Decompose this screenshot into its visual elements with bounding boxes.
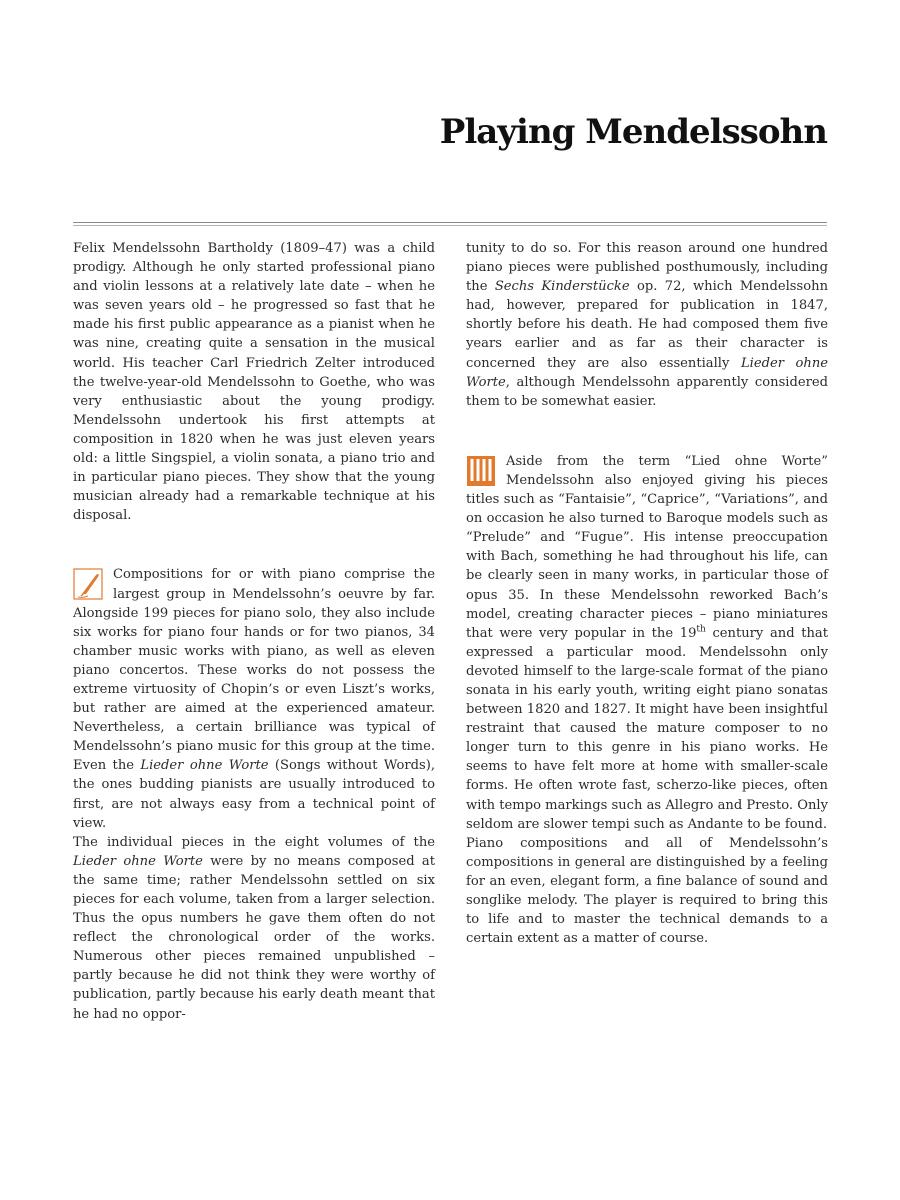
intro-paragraph: Felix Mendelssohn Bartholdy (1809–47) was a child prodigy. Although he only started professional piano and violin lessons at a relatively late date – when he was seven years old – he progressed so fast that he made his first public appearance as a pianist when he was nine, creating quite a sensation in the musical world. His teacher Carl Friedrich Zelter introduced the twelve-year-old Mendelssohn to Goethe, who was very enthusiastic about the young prodigy. Mendelssohn undertook his first attempts at composition in 1820 when he was just eleven years old: a little Singspiel, a violin sonata, a piano trio and in particular piano pieces. They show that the young musician already had a remarkable technique at his disposal. (73, 241, 435, 524)
closing-paragraph: Piano compositions and all of Mendelssohn’s compositions in general are distinguished by a feeling for an even, elegant form, a fine balance of sound and songlike melody. The player is required to bring this to life and to master the technical demands to a certain extent as a matter of course. (466, 835, 828, 947)
right-column (466, 239, 828, 948)
title-rule (73, 222, 827, 223)
continued-paragraph: tunity to do so. For this reason around one hundred piano pieces were published posthumously, including the Sechs Kinderstücke op. 72, which Mendelssohn had, however, prepared for publication in 1847, shortly before his death. He had composed them five years earlier and as far as their character is concerned they are also essentially Lieder ohne Worte, although Mendelssohn apparently considered them to be somewhat easier. (466, 241, 829, 409)
piano-keys-icon (466, 454, 498, 488)
quill-pen-icon (73, 567, 105, 601)
lieder-paragraph: The individual pieces in the eight volumes of the Lieder ohne Worte were by no means composed at the same time; rather Mendelssohn settled on six pieces for each volume, taken from a larger selection. Thus the opus numbers he gave them often do not reflect the chronological order of the works. Numerous other pieces remained unpublished – partly because he did not think they were worthy of publication, partly because his early death meant that he had no oppor- (73, 834, 435, 1022)
section-compositions-paragraph: Compositions for or with piano comprise the largest group in Mendelssohn’s oeuvre by far. Alongside 199 pieces for piano solo, they also include six works for piano four hands or for two pianos, 34 chamber music works with piano, as well as eleven piano concertos. These works do not possess the extreme virtuosity of Chopin’s or even Liszt’s works, but rather are aimed at the experienced amateur. Nevertheless, a certain brilliance was typical of Mendelssohn’s piano music for this group at the time. Even the Lieder ohne Worte (Songs without Words), the ones budding pianists are usually introduced to first, are not always easy from a technical point of view. (73, 567, 435, 831)
section-titles-paragraph: Aside from the term “Lied ohne Worte” Mendelssohn also enjoyed giving his pieces titles such as “Fantaisie”, “Caprice”, “Variations”, and on occasion he also turned to Baroque models such as “Prelude” and “Fugue”. His intense preoccupation with Bach, something he had throughout his life, can be clearly seen in many works, in particular those of opus 35. In these Mendelssohn reworked Bach’s model, creating character pieces – piano miniatures that were very popular in the 19th century and that expressed a particular mood. Mendelssohn only devoted himself to the large-scale format of the piano sonata in his early youth, writing eight piano sonatas between 1820 and 1827. It might have been insightful restraint that caused the mature composer to no longer turn to this genre in his piano works. He seems to have felt more at home with smaller-scale forms. He often wrote fast, scherzo-like pieces, often with tempo markings such as Allegro and Presto. Only seldom are slower tempi such as Andante to be found. (466, 453, 828, 832)
page-title: Playing Mendelssohn (439, 112, 827, 152)
title-rule-secondary (73, 225, 827, 226)
left-column (73, 239, 435, 1024)
